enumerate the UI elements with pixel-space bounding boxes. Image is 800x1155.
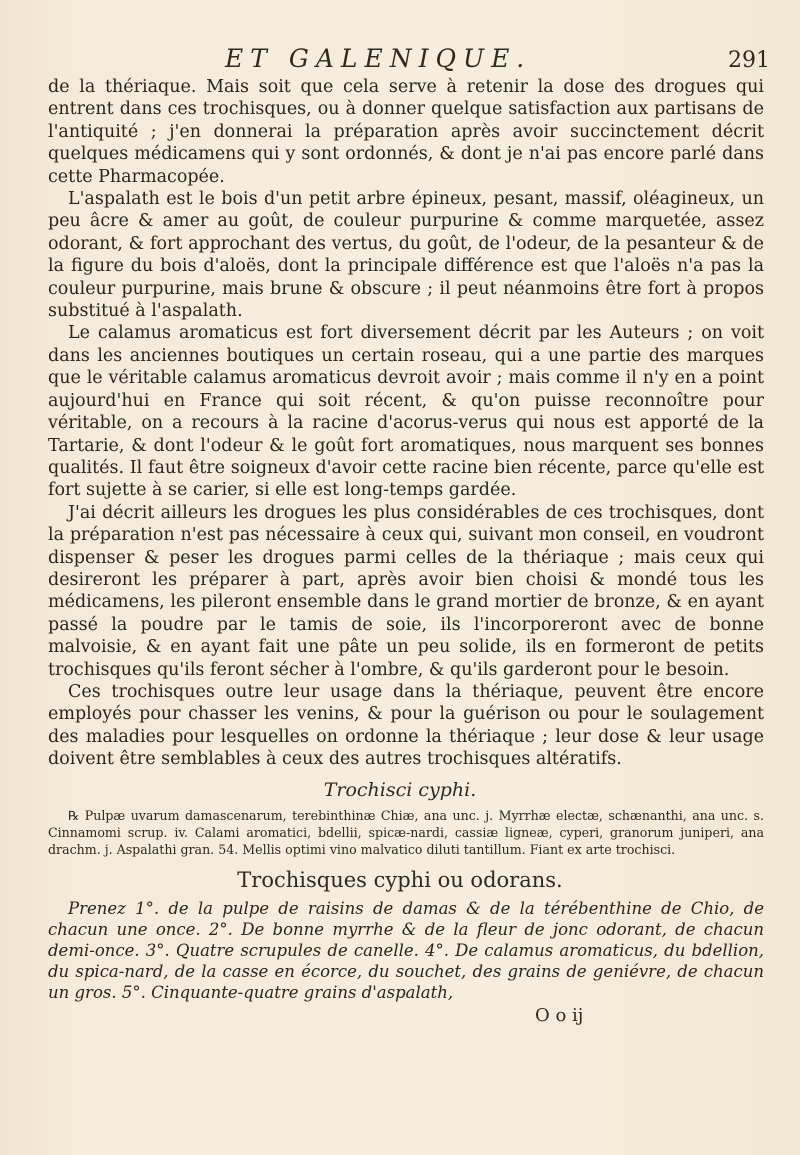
page-number: 291 — [728, 48, 770, 73]
latin-recipe-heading: Trochisci cyphi. — [323, 779, 477, 801]
paragraph-2: L'aspalath est le bois d'un petit arbre épineux, pesant, massif, oléagineux, un peu âcre & amer au goût, de couleur purpurine & comme marquetée, assez odorant, & fort approchant des vertus, du goût, de l'odeur, de la pesanteur & de la figure du bois d'aloës, dont la principale différence est que l'aloës n'a pas la couleur purpurine, mais brune & obscure ; il peut néanmoins être fort à propos substitué à l'aspalath. — [48, 189, 764, 322]
french-recipe-heading: Trochisques cyphi ou odorans. — [237, 868, 563, 892]
signature-mark: O o ij — [535, 1005, 584, 1026]
french-recipe-text: Prenez 1°. de la pulpe de raisins de damas & de la térébenthine de Chio, de chacun une once. 2°. De bonne myrrhe & de la fleur de jonc odorant, de chacun demi-once. 3°. Quatre scrupules de canelle. 4°. De calamus aromaticus, du bdellion, du spica-nard, de la casse en écorce, du souchet, des grains de geniévre, de chacun un gros. 5°. Cinquante-quatre grains d'aspalath, — [48, 899, 764, 1002]
french-recipe — [48, 898, 764, 1003]
latin-recipe — [48, 807, 764, 858]
paragraph-4: J'ai décrit ailleurs les drogues les plus considérables de ces trochisques, dont la préparation n'est pas nécessaire à ceux qui, suivant mon conseil, en voudront dispenser & peser les drogues parmi celles de la thériaque ; mais ceux qui desireront les préparer à part, après avoir bien choisi & mondé tous les médicamens, les pileront ensemble dans le grand mortier de bronze, & en ayant passé la poudre par le tamis de soie, ils l'incorporeront avec de bonne malvoisie, & en ayant fait une pâte un peu solide, ils en formeront de petits trochisques qu'ils feront sécher à l'ombre, & qu'ils garderont pour le besoin. — [48, 502, 764, 680]
paragraph-5: Ces trochisques outre leur usage dans la thériaque, peuvent être encore employés pour chasser les venins, & pour la guérison ou pour le soulagement des maladies pour lesquelles on ordonne la thériaque ; leur dose & leur usage doivent être semblables à ceux des autres trochisques altératifs. — [48, 681, 764, 770]
paragraph-1: de la thériaque. Mais soit que cela serve à retenir la dose des drogues qui entrent dans ces trochisques, ou à donner quelque satisfaction aux partisans de l'antiquité ; j'en donnerai la préparation après avoir succinctement décrit quelques médicamens qui y sont ordonnés, & dont je n'ai pas encore parlé dans cette Pharmacopée. — [48, 77, 764, 187]
running-header — [225, 44, 665, 76]
running-head-title: ET GALENIQUE. — [225, 44, 532, 73]
main-text — [48, 76, 764, 771]
paragraph-3: Le calamus aromaticus est fort diversement décrit par les Auteurs ; on voit dans les anciennes boutiques un certain roseau, qui a une partie des marques que le véritable calamus aromaticus devroit avoir ; mais comme il n'y en a point aujourd'hui en France qui soit récent, & qu'on puisse reconnoître pour véritable, on a recours à la racine d'acorus-verus qui nous est apporté de la Tartarie, & dont l'odeur & le goût fort aromatiques, nous marquent ses bonnes qualités. Il faut être soigneux d'avoir cette racine bien récente, parce qu'elle est fort sujette à se carier, si elle est long-temps gardée. — [48, 323, 764, 501]
latin-recipe-text: ℞ Pulpæ uvarum damascenarum, terebinthinæ Chiæ, ana unc. j. Myrrhæ electæ, schænanthi, ana unc. s. Cinnamomi scrup. iv. Calami aromatici, bdellii, spicæ-nardi, cassiæ ligneæ, cyperi, granorum juniperi, ana drachm. j. Aspalathi gran. 54. Mellis optimi vino malvatico diluti tantillum. Fiant ex arte trochisci. — [48, 808, 764, 857]
